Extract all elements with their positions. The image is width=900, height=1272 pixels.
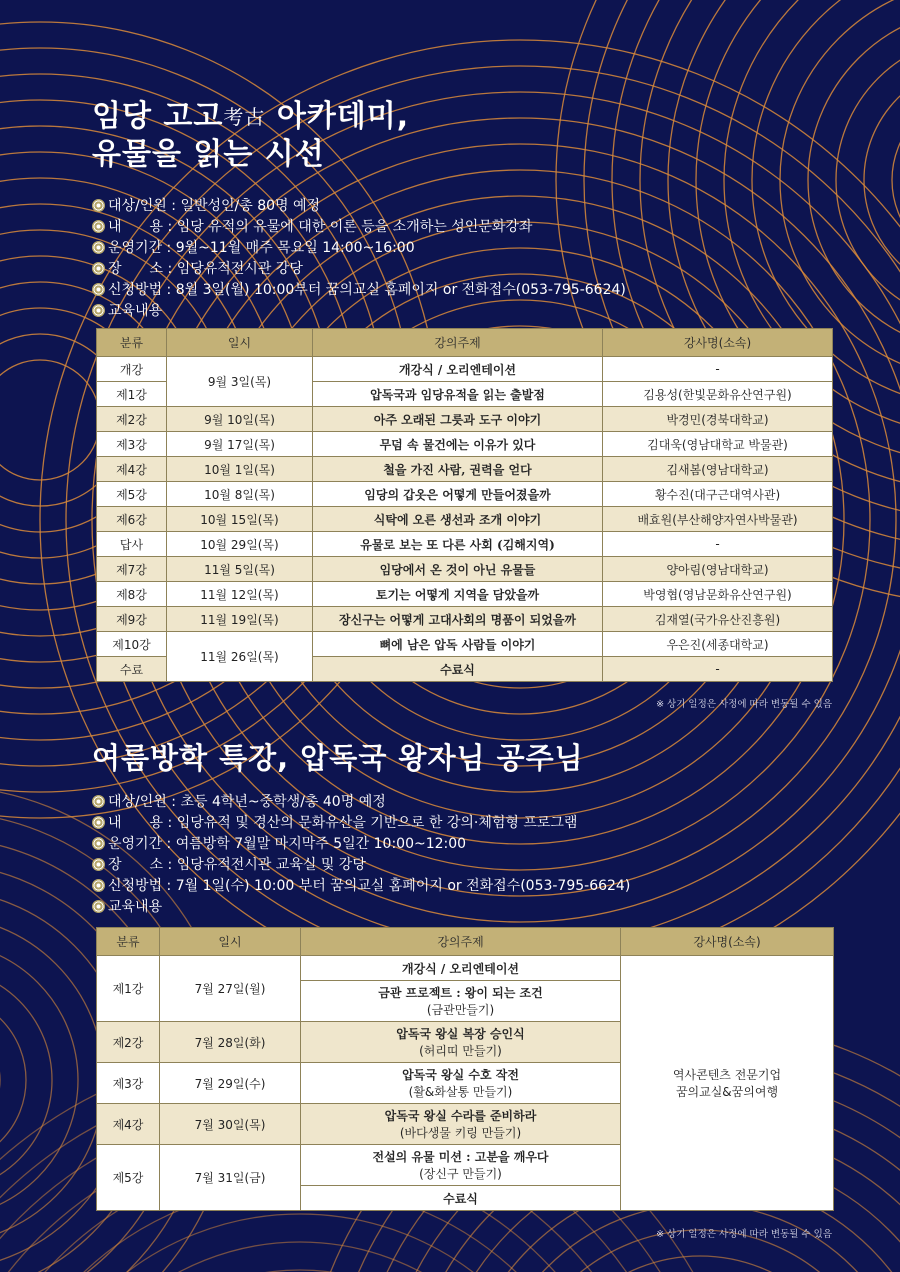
topic-title: 압독국 왕실 복장 승인식 bbox=[396, 1027, 525, 1041]
cell-lecturer: 김재열(국가유산진흥원) bbox=[603, 607, 833, 632]
cell-topic: 토기는 어떻게 지역을 담았을까 bbox=[313, 582, 603, 607]
table-row bbox=[97, 407, 833, 432]
info-value: 9월~11월 매주 목요일 14:00~16:00 bbox=[175, 240, 415, 256]
cell-date: 10월 1일(목) bbox=[167, 457, 313, 482]
summer-title: 여름방학 특강, 압독국 왕자님 공주님 bbox=[92, 741, 584, 775]
flower-bullet-icon bbox=[92, 858, 105, 871]
cell-category: 제5강 bbox=[97, 1145, 160, 1211]
cell-lecturer: 김새봄(영남대학교) bbox=[603, 457, 833, 482]
table-row bbox=[97, 632, 833, 657]
cell-category: 제1강 bbox=[97, 382, 167, 407]
topic-subtitle: (바다생물 키링 만들기) bbox=[399, 1126, 522, 1140]
cell-date: 7월 28일(화) bbox=[160, 1022, 301, 1063]
cell-topic bbox=[301, 1186, 621, 1211]
info-item bbox=[92, 855, 630, 876]
info-label: 대상/인원 bbox=[108, 198, 167, 214]
cell-category: 답사 bbox=[97, 532, 167, 557]
info-item bbox=[92, 217, 626, 238]
cell-date: 7월 27일(월) bbox=[160, 956, 301, 1022]
cell-lecturer: 황수진(대구근대역사관) bbox=[603, 482, 833, 507]
info-label: 내 용 bbox=[108, 815, 164, 831]
topic-title: 전설의 유물 미션 : 고분을 깨우다 bbox=[372, 1150, 549, 1164]
info-value: 임당유적 및 경산의 문화유산을 기반으로 한 강의·체험형 프로그램 bbox=[176, 815, 578, 831]
lecturer-line: 꿈의교실&꿈의여행 bbox=[675, 1085, 779, 1099]
column-header: 일시 bbox=[167, 329, 313, 357]
info-separator: : bbox=[163, 219, 177, 235]
cell-date: 7월 31일(금) bbox=[160, 1145, 301, 1211]
summer-schedule-table bbox=[96, 927, 834, 1211]
flower-bullet-icon bbox=[92, 199, 105, 212]
flower-bullet-icon bbox=[92, 283, 105, 296]
info-item bbox=[92, 834, 630, 855]
cell-topic: 유물로 보는 또 다른 사회 (김해지역) bbox=[313, 532, 603, 557]
cell-category: 제7강 bbox=[97, 557, 167, 582]
info-label: 내 용 bbox=[108, 219, 164, 235]
cell-topic bbox=[301, 981, 621, 1022]
cell-topic: 철을 가진 사람, 권력을 얻다 bbox=[313, 457, 603, 482]
cell-date: 7월 30일(목) bbox=[160, 1104, 301, 1145]
cell-topic bbox=[301, 1104, 621, 1145]
column-header: 강사명(소속) bbox=[621, 928, 834, 956]
info-item bbox=[92, 813, 630, 834]
title-hanja: 考古 bbox=[223, 105, 266, 129]
cell-category: 제2강 bbox=[97, 407, 167, 432]
info-label: 운영기간 bbox=[108, 240, 163, 256]
table-row bbox=[97, 457, 833, 482]
cell-topic bbox=[301, 1145, 621, 1186]
lecturer-line: 역사콘텐츠 전문기업 bbox=[672, 1068, 782, 1082]
cell-topic bbox=[301, 1063, 621, 1104]
info-label: 운영기간 bbox=[108, 836, 163, 852]
table-row bbox=[97, 482, 833, 507]
cell-lecturer: 우은진(세종대학교) bbox=[603, 632, 833, 657]
table-row bbox=[97, 432, 833, 457]
info-value: 7월 1일(수) 10:00 부터 꿈의교실 홈페이지 or 전화접수(053-795-6624) bbox=[175, 878, 631, 894]
cell-lecturer: - bbox=[603, 657, 833, 682]
cell-lecturer: - bbox=[603, 357, 833, 382]
info-label: 교육내용 bbox=[108, 899, 163, 915]
cell-category: 제5강 bbox=[97, 482, 167, 507]
column-header: 일시 bbox=[160, 928, 301, 956]
info-item bbox=[92, 301, 626, 322]
cell-topic: 장신구는 어떻게 고대사회의 명품이 되었을까 bbox=[313, 607, 603, 632]
info-separator: : bbox=[162, 878, 176, 894]
cell-category: 개강 bbox=[97, 357, 167, 382]
flower-bullet-icon bbox=[92, 241, 105, 254]
cell-category: 제4강 bbox=[97, 1104, 160, 1145]
table-row bbox=[97, 607, 833, 632]
table-row bbox=[97, 357, 833, 382]
info-label: 장 소 bbox=[108, 857, 164, 873]
cell-date: 11월 12일(목) bbox=[167, 582, 313, 607]
cell-topic: 무덤 속 물건에는 이유가 있다 bbox=[313, 432, 603, 457]
cell-category: 제2강 bbox=[97, 1022, 160, 1063]
info-item bbox=[92, 792, 630, 813]
column-header: 강사명(소속) bbox=[603, 329, 833, 357]
cell-date: 9월 10일(목) bbox=[167, 407, 313, 432]
cell-category: 제1강 bbox=[97, 956, 160, 1022]
topic-title: 압독국 왕실 수호 작전 bbox=[402, 1068, 519, 1082]
cell-topic: 개강식 / 오리엔테이션 bbox=[313, 357, 603, 382]
info-label: 장 소 bbox=[108, 261, 164, 277]
table-row bbox=[97, 532, 833, 557]
flower-bullet-icon bbox=[92, 304, 105, 317]
cell-lecturer: 양아림(영남대학교) bbox=[603, 557, 833, 582]
cell-date: 10월 15일(목) bbox=[167, 507, 313, 532]
info-value: 임당유적전시관 교육실 및 강당 bbox=[176, 857, 366, 873]
flower-bullet-icon bbox=[92, 837, 105, 850]
cell-category: 제4강 bbox=[97, 457, 167, 482]
flower-bullet-icon bbox=[92, 879, 105, 892]
cell-topic: 식탁에 오른 생선과 조개 이야기 bbox=[313, 507, 603, 532]
cell-lecturer: 김용성(한빛문화유산연구원) bbox=[603, 382, 833, 407]
info-value: 임당 유적의 유물에 대한 이론 등을 소개하는 성인문화강좌 bbox=[176, 219, 533, 235]
flower-bullet-icon bbox=[92, 795, 105, 808]
cell-date: 11월 19일(목) bbox=[167, 607, 313, 632]
cell-topic bbox=[301, 1022, 621, 1063]
cell-lecturer: 박영협(영남문화유산연구원) bbox=[603, 582, 833, 607]
info-item bbox=[92, 897, 630, 918]
column-header: 분류 bbox=[97, 928, 160, 956]
cell-lecturer: 박경민(경북대학교) bbox=[603, 407, 833, 432]
cell-date: 9월 3일(목) bbox=[167, 357, 313, 407]
info-separator: : bbox=[163, 261, 177, 277]
table-row bbox=[97, 956, 834, 981]
topic-title: 개강식 / 오리엔테이션 bbox=[401, 961, 520, 976]
info-value: 일반성인/총 80명 예정 bbox=[180, 198, 321, 214]
flower-bullet-icon bbox=[92, 900, 105, 913]
info-item bbox=[92, 238, 626, 259]
cell-topic: 임당의 갑옷은 어떻게 만들어졌을까 bbox=[313, 482, 603, 507]
info-separator: : bbox=[163, 815, 177, 831]
cell-date: 10월 29일(목) bbox=[167, 532, 313, 557]
column-header: 강의주제 bbox=[313, 329, 603, 357]
info-value: 여름방학 7월말 마지막주 5일간 10:00~12:00 bbox=[175, 836, 467, 852]
cell-category: 수료 bbox=[97, 657, 167, 682]
column-header: 강의주제 bbox=[301, 928, 621, 956]
academy-title-part: 아카데미, bbox=[265, 99, 410, 134]
info-separator: : bbox=[162, 240, 176, 256]
table-row bbox=[97, 557, 833, 582]
academy-title-part: 임당 고고 bbox=[92, 99, 224, 134]
cell-lecturer: 김대욱(영남대학교 박물관) bbox=[603, 432, 833, 457]
academy-note: ※ 상기 일정은 사정에 따라 변동될 수 있음 bbox=[656, 699, 832, 710]
topic-subtitle: (허리띠 만들기) bbox=[419, 1044, 502, 1058]
cell-topic: 수료식 bbox=[313, 657, 603, 682]
info-item bbox=[92, 876, 630, 897]
cell-lecturer: 배효원(부산해양자연사박물관) bbox=[603, 507, 833, 532]
info-label: 교육내용 bbox=[108, 303, 163, 319]
info-value: 8월 3일(월) 10:00부터 꿈의교실 홈페이지 or 전화접수(053-795-6624) bbox=[175, 282, 626, 298]
cell-category: 제6강 bbox=[97, 507, 167, 532]
info-label: 신청방법 bbox=[108, 878, 163, 894]
cell-lecturer: - bbox=[603, 532, 833, 557]
cell-topic: 아주 오래된 그릇과 도구 이야기 bbox=[313, 407, 603, 432]
cell-topic: 뼈에 남은 압독 사람들 이야기 bbox=[313, 632, 603, 657]
topic-subtitle: (활&화살통 만들기) bbox=[408, 1085, 513, 1099]
info-label: 대상/인원 bbox=[108, 794, 167, 810]
info-separator: : bbox=[162, 282, 176, 298]
flower-bullet-icon bbox=[92, 262, 105, 275]
topic-subtitle: (금관만들기) bbox=[426, 1003, 495, 1017]
academy-info-list bbox=[92, 196, 626, 322]
cell-date: 7월 29일(수) bbox=[160, 1063, 301, 1104]
flower-bullet-icon bbox=[92, 816, 105, 829]
column-header: 분류 bbox=[97, 329, 167, 357]
academy-schedule-table bbox=[96, 328, 833, 682]
info-item bbox=[92, 196, 626, 217]
summer-note: ※ 상기 일정은 사정에 따라 변동될 수 있음 bbox=[656, 1229, 832, 1240]
cell-lecturer bbox=[621, 956, 834, 1211]
topic-title: 수료식 bbox=[443, 1191, 478, 1206]
cell-date: 11월 5일(목) bbox=[167, 557, 313, 582]
topic-title: 금관 프로젝트 : 왕이 되는 조건 bbox=[378, 986, 543, 1000]
info-value: 초등 4학년~중학생/총 40명 예정 bbox=[180, 794, 386, 810]
cell-category: 제8강 bbox=[97, 582, 167, 607]
academy-title-line2: 유물을 읽는 시선 bbox=[92, 136, 325, 172]
info-label: 신청방법 bbox=[108, 282, 163, 298]
cell-date: 11월 26일(목) bbox=[167, 632, 313, 682]
cell-category: 제9강 bbox=[97, 607, 167, 632]
flower-bullet-icon bbox=[92, 220, 105, 233]
info-value: 임당유적전시관 강당 bbox=[176, 261, 303, 277]
summer-info-list bbox=[92, 792, 630, 918]
cell-category: 제10강 bbox=[97, 632, 167, 657]
cell-topic: 압독국과 임당유적을 읽는 출발점 bbox=[313, 382, 603, 407]
info-item bbox=[92, 280, 626, 301]
cell-category: 제3강 bbox=[97, 432, 167, 457]
info-separator: : bbox=[166, 794, 181, 810]
table-row bbox=[97, 582, 833, 607]
info-separator: : bbox=[166, 198, 181, 214]
cell-topic: 임당에서 온 것이 아닌 유물들 bbox=[313, 557, 603, 582]
info-separator: : bbox=[162, 836, 176, 852]
info-separator: : bbox=[163, 857, 177, 873]
academy-title bbox=[92, 98, 409, 173]
topic-subtitle: (장신구 만들기) bbox=[419, 1167, 502, 1181]
cell-category: 제3강 bbox=[97, 1063, 160, 1104]
info-item bbox=[92, 259, 626, 280]
table-row bbox=[97, 507, 833, 532]
cell-date: 10월 8일(목) bbox=[167, 482, 313, 507]
topic-title: 압독국 왕실 수라를 준비하라 bbox=[384, 1109, 537, 1123]
cell-date: 9월 17일(목) bbox=[167, 432, 313, 457]
cell-topic bbox=[301, 956, 621, 981]
